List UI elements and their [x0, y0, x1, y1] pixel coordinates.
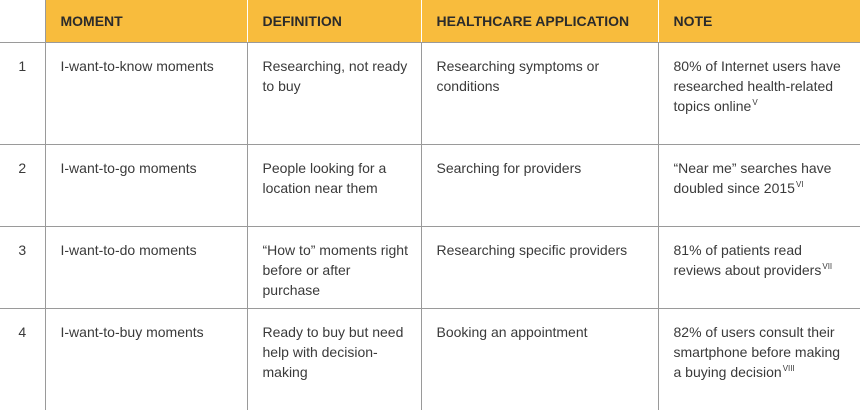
application-cell: Researching specific providers — [421, 226, 658, 308]
row-number: 4 — [0, 308, 45, 410]
moment-cell: I-want-to-go moments — [45, 144, 247, 226]
header-note: NOTE — [658, 0, 860, 42]
header-definition: DEFINITION — [247, 0, 421, 42]
table-row — [0, 226, 860, 308]
definition-cell: People looking for a location near them — [247, 144, 421, 226]
application-cell: Booking an appointment — [421, 308, 658, 410]
header-row — [0, 0, 860, 42]
row-number: 3 — [0, 226, 45, 308]
note-reference: VIII — [782, 363, 795, 373]
definition-cell: Researching, not ready to buy — [247, 42, 421, 144]
table-row — [0, 42, 860, 144]
note-text: 80% of Internet users have researched health-related topics online — [673, 57, 841, 114]
table-row — [0, 308, 860, 410]
note-cell — [658, 226, 860, 308]
note-cell — [658, 42, 860, 144]
note-cell — [658, 308, 860, 410]
moment-cell: I-want-to-know moments — [45, 42, 247, 144]
moment-cell: I-want-to-buy moments — [45, 308, 247, 410]
definition-cell: Ready to buy but need help with decision-making — [247, 308, 421, 410]
note-text: 81% of patients read reviews about providers — [673, 241, 822, 278]
note-reference: V — [752, 97, 758, 107]
note-reference: VI — [795, 179, 804, 189]
table-row — [0, 144, 860, 226]
header-moment: MOMENT — [45, 0, 247, 42]
row-number: 2 — [0, 144, 45, 226]
row-number: 1 — [0, 42, 45, 144]
note-text: 82% of users consult their smartphone before making a buying decision — [673, 323, 841, 380]
note-text: “Near me” searches have doubled since 2015 — [673, 159, 832, 196]
application-cell: Searching for providers — [421, 144, 658, 226]
header-blank-cell — [0, 0, 45, 42]
header-healthcare-application: HEALTHCARE APPLICATION — [421, 0, 658, 42]
note-reference: VII — [822, 261, 833, 271]
moment-cell: I-want-to-do moments — [45, 226, 247, 308]
definition-cell: “How to” moments right before or after purchase — [247, 226, 421, 308]
note-cell — [658, 144, 860, 226]
application-cell: Researching symptoms or conditions — [421, 42, 658, 144]
